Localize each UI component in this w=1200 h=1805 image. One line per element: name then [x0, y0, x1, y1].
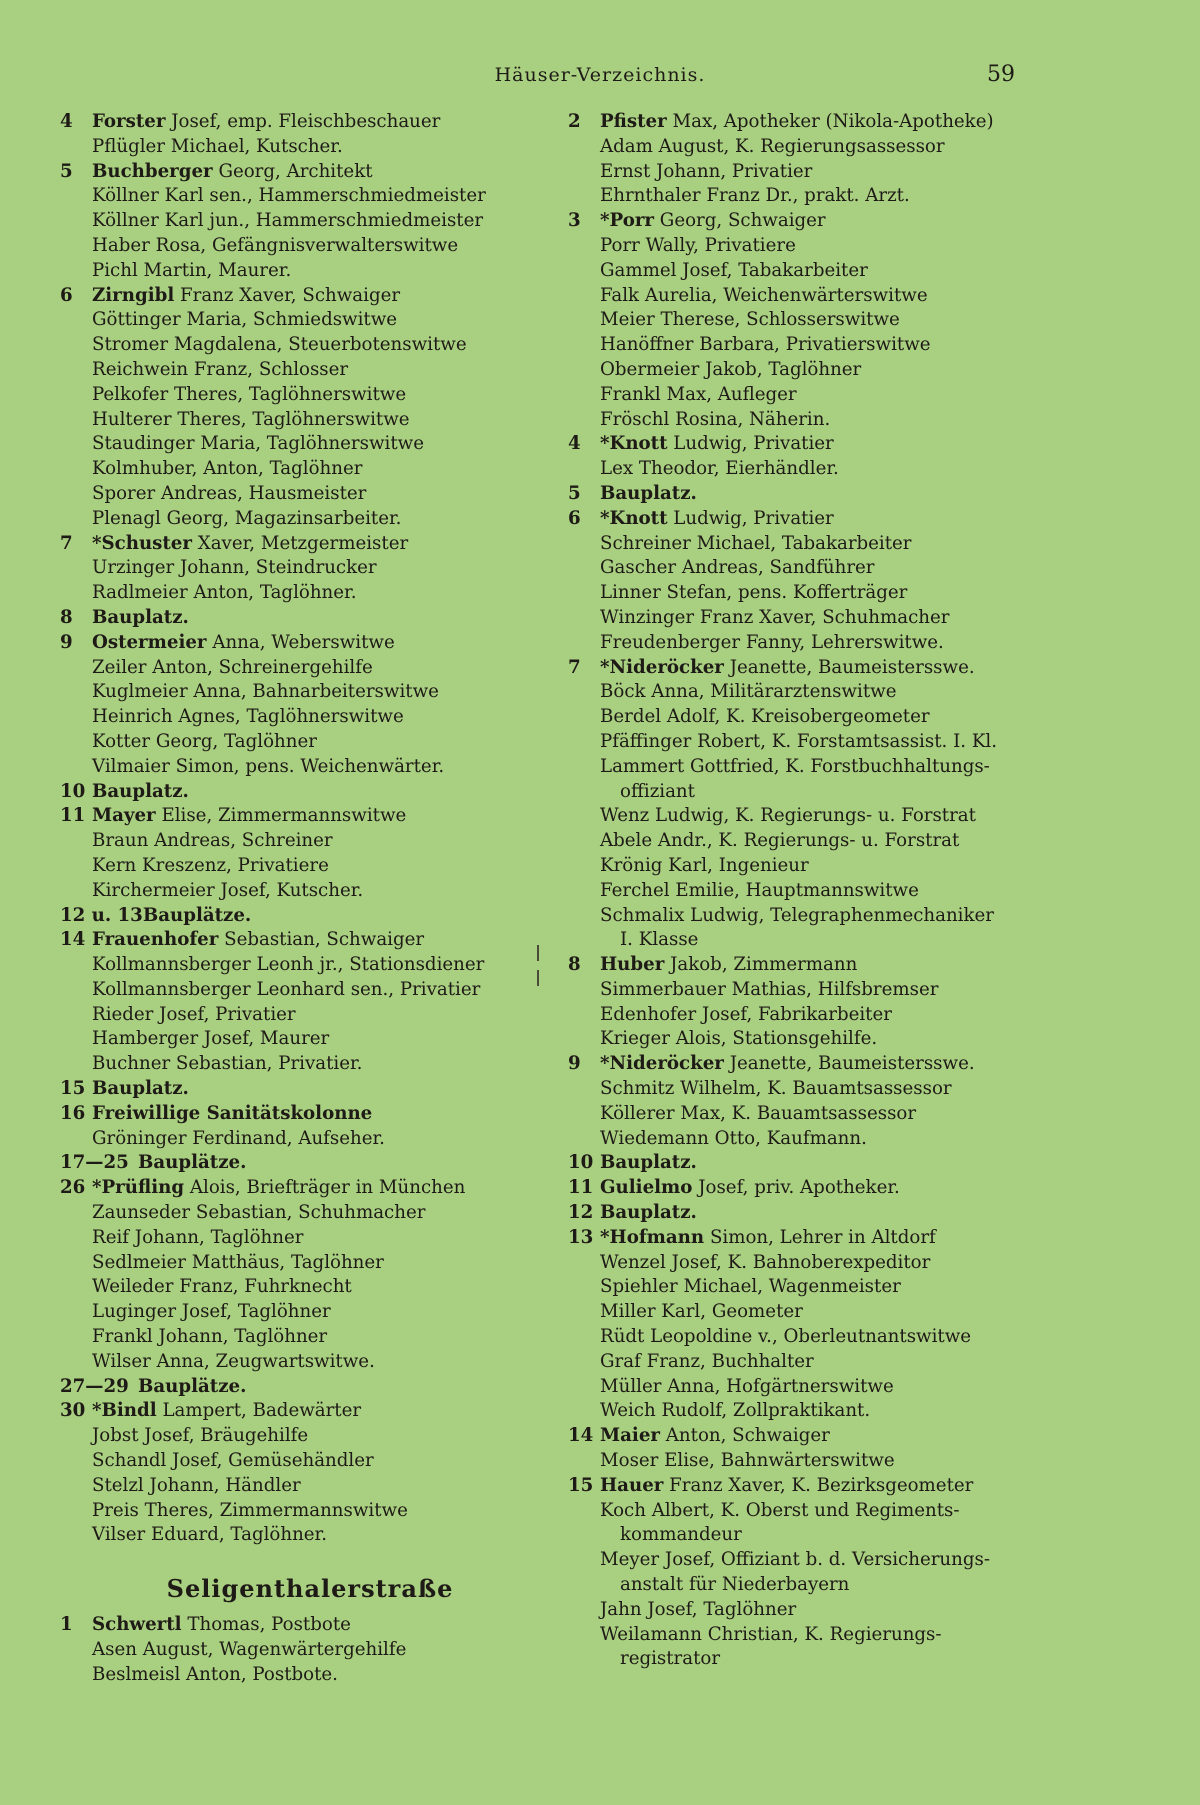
resident-line: Wilser Anna, Zeugwartswitwe. [92, 1350, 375, 1372]
house-line [60, 110, 560, 135]
house-entry [60, 1151, 560, 1176]
resident-line: Beslmeisl Anton, Postbote. [92, 1663, 338, 1685]
house-line [568, 1226, 1068, 1251]
resident-line: Asen August, Wagenwärtergehilfe [92, 1639, 407, 1661]
owner-name: Bauplatz. [600, 1152, 697, 1174]
owner-details: Thomas, Postbote [187, 1614, 351, 1636]
resident-line: Kollmannsberger Leonh jr., Stationsdiener [92, 954, 485, 976]
owner-details: Jakob, Zimmermann [670, 954, 858, 976]
resident-line: Pflügler Michael, Kutscher. [92, 135, 343, 157]
resident-continuation: I. Klasse [620, 929, 699, 951]
resident-line: Braun Andreas, Schreiner [92, 830, 333, 852]
house-line [60, 904, 560, 929]
resident-line: Stromer Magdalena, Steuerbotenswitwe [92, 334, 467, 356]
right-column [568, 110, 1068, 1672]
house-line [568, 482, 1068, 507]
resident-line: Reif Johann, Taglöhner [92, 1226, 304, 1248]
owner-name: Schwertl [92, 1614, 182, 1636]
owner-details: Jeanette, Baumeistersswe. [729, 656, 975, 678]
house-number: 8 [568, 954, 581, 976]
resident-line: Kolmhuber, Anton, Taglöhner [92, 458, 363, 480]
owner-name: Ostermeier [92, 631, 207, 653]
resident-line: Zeiler Anton, Schreinergehilfe [92, 656, 373, 678]
house-entry [60, 1077, 560, 1102]
owner-name: *Porr [600, 210, 654, 232]
house-entry [568, 1474, 1068, 1672]
owner-name: Bauplatz. [600, 1202, 697, 1224]
resident-line: Edenhofer Josef, Fabrikarbeiter [600, 1003, 892, 1025]
house-entry [568, 432, 1068, 482]
house-entry [568, 1424, 1068, 1474]
owner-details: Elise, Zimmermannswitwe [161, 805, 407, 827]
resident-line: Miller Karl, Geometer [600, 1301, 803, 1323]
page-header-title: Häuser-Verzeichnis. [494, 64, 706, 86]
house-line [60, 160, 560, 185]
resident-line: Müller Anna, Hofgärtnerswitwe [600, 1375, 894, 1397]
owner-name: *Prüfling [92, 1177, 185, 1199]
resident-line: Abele Andr., K. Regierungs- u. Forstrat [600, 830, 960, 852]
house-number: 14 [60, 929, 86, 951]
owner-name: Forster [92, 111, 166, 132]
house-number: 12 u. 13 [60, 904, 143, 926]
house-entry [60, 110, 560, 160]
resident-line: Pfäffinger Robert, K. Forstamtsassist. I. Kl. [600, 730, 998, 752]
resident-line: Kirchermeier Josef, Kutscher. [92, 879, 364, 901]
house-number: 27—29 [60, 1375, 129, 1397]
house-entry [60, 1399, 560, 1548]
house-line [568, 1176, 1068, 1201]
owner-details: Max, Apotheker (Nikola-Apotheke) [672, 111, 994, 132]
owner-name: Zirngibl [92, 284, 175, 306]
house-number: 15 [60, 1078, 86, 1100]
house-line [60, 284, 560, 309]
house-line [568, 507, 1068, 532]
resident-line: Haber Rosa, Gefängnisverwalterswitwe [92, 234, 459, 256]
house-number: 10 [60, 780, 86, 802]
resident-line: Reichwein Franz, Schlosser [92, 358, 349, 380]
house-entry [568, 507, 1068, 656]
owner-details: Georg, Schwaiger [659, 210, 826, 232]
resident-line: Böck Anna, Militärarztenswitwe [600, 681, 897, 703]
owner-details: Jeanette, Baumeistersswe. [729, 1053, 975, 1075]
resident-continuation: anstalt für Niederbayern [620, 1574, 850, 1596]
resident-line: Kotter Georg, Taglöhner [92, 730, 317, 752]
owner-name: Gulielmo [600, 1177, 693, 1199]
house-number: 3 [568, 210, 581, 232]
owner-details: Anton, Schwaiger [665, 1425, 830, 1447]
house-entry [568, 1226, 1068, 1424]
resident-line: Schmalix Ludwig, Telegraphenmechaniker [600, 904, 994, 926]
house-line [60, 1613, 560, 1638]
resident-line: Plenagl Georg, Magazinsarbeiter. [92, 507, 402, 529]
owner-name: *Nideröcker [600, 656, 724, 678]
resident-line: Rieder Josef, Privatier [92, 1003, 296, 1025]
house-line [60, 928, 560, 953]
resident-line: Heinrich Agnes, Taglöhnerswitwe [92, 706, 404, 728]
resident-line: Wenz Ludwig, K. Regierungs- u. Forstrat [600, 805, 976, 827]
house-entry [568, 1151, 1068, 1176]
resident-line: Lex Theodor, Eierhändler. [600, 458, 839, 480]
resident-line: Köllner Karl jun., Hammerschmiedmeister [92, 210, 484, 232]
resident-line: Porr Wally, Privatiere [600, 234, 796, 256]
resident-line: Freudenberger Fanny, Lehrerswitwe. [600, 631, 944, 653]
house-number: 14 [568, 1425, 594, 1447]
resident-line: Hulterer Theres, Taglöhnerswitwe [92, 408, 410, 430]
resident-line: Weileder Franz, Fuhrknecht [92, 1276, 352, 1298]
resident-line: Staudinger Maria, Taglöhnerswitwe [92, 433, 424, 455]
house-line [60, 1399, 560, 1424]
resident-continuation: registrator [620, 1648, 721, 1670]
resident-line: Ernst Johann, Privatier [600, 160, 813, 182]
house-number: 17—25 [60, 1152, 129, 1174]
owner-name: Bauplätze. [138, 1375, 247, 1397]
owner-details: Josef, emp. Fleischbeschauer [171, 111, 441, 132]
house-entry [60, 1102, 560, 1152]
resident-line: Frankl Johann, Taglöhner [92, 1326, 328, 1348]
resident-line: Berdel Adolf, K. Kreisobergeometer [600, 706, 930, 728]
owner-details: Sebastian, Schwaiger [224, 929, 425, 951]
house-entry [60, 606, 560, 631]
owner-name: Freiwillige Sanitätskolonne [92, 1102, 373, 1124]
house-line [60, 631, 560, 656]
house-number: 13 [568, 1226, 594, 1248]
resident-line: Wiedemann Otto, Kaufmann. [600, 1127, 867, 1149]
resident-continuation: kommandeur [620, 1524, 742, 1546]
house-entry [568, 953, 1068, 1052]
house-number: 9 [568, 1053, 581, 1075]
house-entry [60, 780, 560, 805]
resident-line: Vilmaier Simon, pens. Weichenwärter. [92, 755, 445, 777]
owner-name: *Hofmann [600, 1226, 705, 1248]
resident-line: Weich Rudolf, Zollpraktikant. [600, 1400, 871, 1422]
resident-line: Weilamann Christian, K. Regierungs- [600, 1623, 942, 1645]
resident-line: Jobst Josef, Bräugehilfe [92, 1425, 309, 1447]
column-divider-mark [537, 970, 539, 986]
column-divider-mark [537, 945, 539, 961]
house-number: 5 [568, 482, 581, 504]
house-number: 12 [568, 1202, 594, 1224]
resident-line: Sedlmeier Matthäus, Taglöhner [92, 1251, 384, 1273]
house-number: 7 [60, 532, 73, 554]
house-line [60, 780, 560, 805]
house-entry [568, 1201, 1068, 1226]
resident-line: Göttinger Maria, Schmiedswitwe [92, 309, 398, 331]
resident-line: Krönig Karl, Ingenieur [600, 854, 809, 876]
house-entry [568, 1052, 1068, 1151]
resident-line: Radlmeier Anton, Taglöhner. [92, 582, 357, 604]
house-line [60, 532, 560, 557]
owner-details: Franz Xaver, Schwaiger [180, 284, 401, 306]
house-line [568, 209, 1068, 234]
house-number: 6 [60, 284, 73, 306]
house-entry [60, 904, 560, 929]
house-number: 8 [60, 606, 73, 628]
resident-line: Hanöffner Barbara, Privatierswitwe [600, 334, 931, 356]
resident-line: Köllner Karl sen., Hammerschmiedmeister [92, 185, 486, 207]
house-entry [60, 631, 560, 780]
owner-name: Frauenhofer [92, 929, 219, 951]
house-line [568, 1201, 1068, 1226]
resident-line: Vilser Eduard, Taglöhner. [92, 1524, 328, 1546]
owner-details: Ludwig, Privatier [673, 507, 834, 529]
house-line [60, 606, 560, 631]
owner-name: *Schuster [92, 532, 192, 554]
house-entry [568, 482, 1068, 507]
house-line [60, 1375, 560, 1400]
owner-details: Lampert, Badewärter [162, 1400, 362, 1422]
house-entry [60, 284, 560, 532]
house-line [568, 953, 1068, 978]
resident-line: Krieger Alois, Stationsgehilfe. [600, 1028, 878, 1050]
house-entry [60, 928, 560, 1077]
house-number: 7 [568, 656, 581, 678]
resident-line: Rüdt Leopoldine v., Oberleutnantswitwe [600, 1326, 972, 1348]
house-number: 2 [568, 111, 581, 132]
resident-line: Kern Kreszenz, Privatiere [92, 854, 329, 876]
owner-name: Bauplatz. [600, 482, 697, 504]
resident-line: Winzinger Franz Xaver, Schuhmacher [600, 606, 950, 628]
resident-line: Lammert Gottfried, K. Forstbuchhaltungs- [600, 755, 990, 777]
owner-details: Franz Xaver, K. Bezirksgeometer [669, 1474, 974, 1496]
owner-details: Alois, Briefträger in München [189, 1177, 466, 1199]
resident-line: Ehrnthaler Franz Dr., prakt. Arzt. [600, 185, 910, 207]
house-line [60, 1176, 560, 1201]
owner-details: Georg, Architekt [218, 160, 373, 182]
page-number: 59 [987, 62, 1015, 87]
owner-name: *Knott [600, 433, 668, 455]
owner-details: Xaver, Metzgermeister [197, 532, 409, 554]
house-number: 11 [60, 805, 86, 827]
resident-line: Moser Elise, Bahnwärterswitwe [600, 1450, 895, 1472]
resident-line: Hamberger Josef, Maurer [92, 1028, 330, 1050]
house-line [568, 1052, 1068, 1077]
owner-name: Huber [600, 954, 665, 976]
resident-line: Pichl Martin, Maurer. [92, 259, 292, 281]
resident-line: Gröninger Ferdinand, Aufseher. [92, 1127, 385, 1149]
house-number: 1 [60, 1614, 73, 1636]
resident-line: Koch Albert, K. Oberst und Regiments- [600, 1499, 960, 1521]
house-line [568, 432, 1068, 457]
resident-line: Spiehler Michael, Wagenmeister [600, 1276, 901, 1298]
resident-line: Pelkofer Theres, Taglöhnerswitwe [92, 383, 407, 405]
owner-details: Anna, Weberswitwe [212, 631, 395, 653]
resident-line: Obermeier Jakob, Taglöhner [600, 358, 862, 380]
owner-name: Bauplatz. [92, 606, 189, 628]
house-number: 6 [568, 507, 581, 529]
house-entry [60, 804, 560, 903]
owner-details: Josef, priv. Apotheker. [698, 1177, 900, 1199]
resident-line: Fröschl Rosina, Näherin. [600, 408, 831, 430]
owner-name: Pfister [600, 111, 667, 132]
house-line [568, 1424, 1068, 1449]
house-entry [568, 209, 1068, 432]
house-number: 16 [60, 1102, 86, 1124]
resident-line: Zaunseder Sebastian, Schuhmacher [92, 1202, 426, 1224]
resident-line: Kuglmeier Anna, Bahnarbeiterswitwe [92, 681, 439, 703]
owner-name: Maier [600, 1425, 660, 1447]
resident-line: Falk Aurelia, Weichenwärterswitwe [600, 284, 928, 306]
house-entry [568, 656, 1068, 954]
resident-line: Meyer Josef, Offiziant b. d. Versicherungs- [600, 1549, 990, 1571]
house-number: 15 [568, 1474, 594, 1496]
house-entry [60, 532, 560, 606]
owner-name: *Knott [600, 507, 668, 529]
resident-line: Jahn Josef, Taglöhner [600, 1598, 797, 1620]
owner-name: Bauplatz. [92, 1078, 189, 1100]
owner-details: Simon, Lehrer in Altdorf [709, 1226, 936, 1248]
resident-line: Preis Theres, Zimmermannswitwe [92, 1499, 408, 1521]
resident-line: Urzinger Johann, Steindrucker [92, 557, 377, 579]
street-title: Seligenthalerstraße [166, 1574, 454, 1604]
resident-line: Luginger Josef, Taglöhner [92, 1301, 331, 1323]
owner-name: Buchberger [92, 160, 213, 182]
house-number: 11 [568, 1177, 594, 1199]
owner-name: *Nideröcker [600, 1053, 724, 1075]
house-line [60, 804, 560, 829]
house-line [60, 1077, 560, 1102]
resident-line: Köllerer Max, K. Bauamtsassessor [600, 1102, 917, 1124]
house-number: 26 [60, 1177, 86, 1199]
house-entry [60, 1613, 560, 1687]
house-number: 30 [60, 1400, 86, 1422]
resident-line: Simmerbauer Mathias, Hilfsbremser [600, 978, 939, 1000]
resident-line: Kollmannsberger Leonhard sen., Privatier [92, 978, 481, 1000]
owner-name: Mayer [92, 805, 156, 827]
house-line [568, 656, 1068, 681]
owner-details: Ludwig, Privatier [673, 433, 834, 455]
owner-name: Hauer [600, 1474, 664, 1496]
resident-line: Meier Therese, Schlosserswitwe [600, 309, 900, 331]
house-entry [568, 1176, 1068, 1201]
resident-line: Sporer Andreas, Hausmeister [92, 482, 367, 504]
house-line [568, 1474, 1068, 1499]
resident-line: Schmitz Wilhelm, K. Bauamtsassessor [600, 1078, 952, 1100]
house-line [568, 1151, 1068, 1176]
resident-line: Linner Stefan, pens. Kofferträger [600, 582, 908, 604]
resident-continuation: offiziant [620, 780, 695, 802]
house-entry [568, 110, 1068, 209]
house-line [568, 110, 1068, 135]
resident-line: Stelzl Johann, Händler [92, 1474, 301, 1496]
resident-line: Frankl Max, Aufleger [600, 383, 797, 405]
left-column [60, 110, 560, 1688]
house-number: 10 [568, 1152, 594, 1174]
house-number: 5 [60, 160, 73, 182]
owner-name: *Bindl [92, 1400, 157, 1422]
owner-name: Bauplätze. [138, 1152, 247, 1174]
resident-line: Graf Franz, Buchhalter [600, 1350, 814, 1372]
house-number: 4 [568, 433, 581, 455]
resident-line: Gammel Josef, Tabakarbeiter [600, 259, 868, 281]
resident-line: Gascher Andreas, Sandführer [600, 557, 875, 579]
resident-line: Adam August, K. Regierungsassessor [600, 135, 945, 157]
house-entry [60, 1176, 560, 1374]
house-number: 9 [60, 631, 73, 653]
house-entry [60, 1375, 560, 1400]
owner-name: Bauplätze. [142, 904, 252, 926]
resident-line: Schreiner Michael, Tabakarbeiter [600, 532, 912, 554]
resident-line: Buchner Sebastian, Privatier. [92, 1053, 363, 1075]
house-entry [60, 160, 560, 284]
resident-line: Wenzel Josef, K. Bahnoberexpeditor [600, 1251, 931, 1273]
house-line [60, 1151, 560, 1176]
resident-line: Ferchel Emilie, Hauptmannswitwe [600, 879, 919, 901]
owner-name: Bauplatz. [92, 780, 189, 802]
house-number: 4 [60, 111, 73, 132]
house-line [60, 1102, 560, 1127]
resident-line: Schandl Josef, Gemüsehändler [92, 1450, 374, 1472]
